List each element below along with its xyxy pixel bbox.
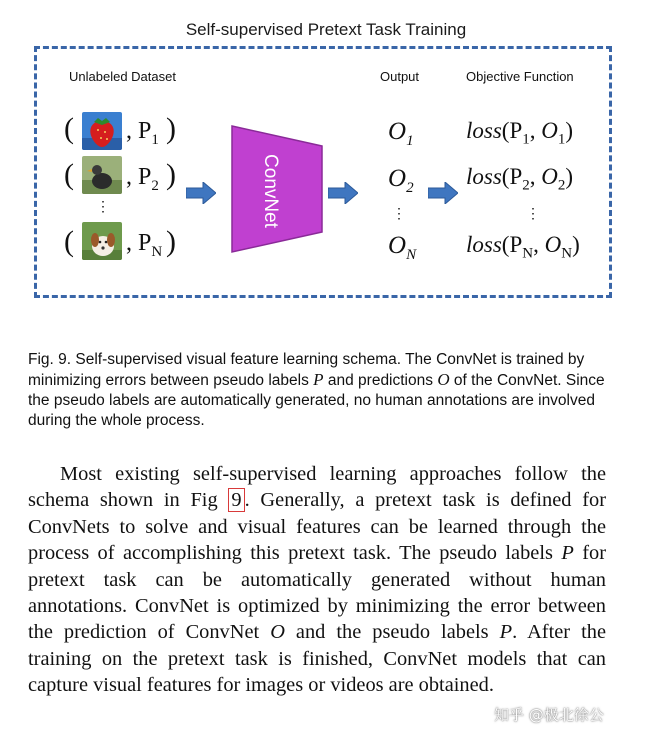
loss-arrow-icon — [428, 182, 458, 204]
output-o1: $O_1$ — [388, 118, 414, 149]
figure-reference-link[interactable]: 9 — [228, 488, 244, 512]
loss-row-2: $loss(P_2$, $O_2$) — [466, 164, 574, 194]
close-paren: ) — [166, 112, 176, 145]
close-paren: ) — [166, 225, 176, 258]
open-paren: ( — [64, 158, 74, 191]
vertical-ellipsis: ⋮ — [96, 199, 110, 215]
figure-caption: Fig. 9. Self-supervised visual feature learning schema. The ConvNet is trained by minimizing errors between pseudo labels P and predictions O of the ConvNet. Since the pseudo labels are automatically generated, no human annotations are involved during the whole process. — [28, 351, 605, 429]
vertical-ellipsis: ⋮ — [526, 206, 540, 222]
vertical-ellipsis: ⋮ — [392, 206, 406, 222]
dog-image — [82, 222, 122, 260]
open-paren: ( — [64, 225, 74, 258]
figure-title: Self-supervised Pretext Task Training — [185, 20, 467, 39]
header-output: Output — [380, 69, 420, 84]
output-o2: $O_2$ — [388, 165, 414, 196]
loss-row-1: $loss(P_1$, $O_1$) — [466, 118, 574, 148]
output-arrow-icon — [328, 182, 358, 204]
pseudo-label-2: , $P_2$ — [126, 164, 159, 194]
input-arrow-icon — [186, 182, 216, 204]
pseudo-label-1: , $P_1$ — [126, 118, 159, 148]
output-on: $O_N$ — [388, 232, 417, 263]
convnet-label: ConvNet — [260, 154, 281, 228]
open-paren: ( — [64, 112, 74, 145]
loss-row-n: $loss(P_N$, $O_N$) — [466, 232, 580, 262]
strawberry-image — [82, 112, 122, 150]
close-paren: ) — [166, 158, 176, 191]
pseudo-label-n: , $P_N$ — [126, 230, 163, 260]
bird-image — [82, 156, 122, 194]
header-unlabeled-dataset: Unlabeled Dataset — [69, 69, 176, 84]
watermark: 知乎 @极北徐公 — [494, 706, 604, 724]
body-paragraph: Most existing self-supervised learning approaches follow the schema shown in Fig 9 . Generally, a pretext task is defined for ConvNets to solve and visual features can be learned through the process of accomplishing this pretext task. The pseudo labels P for pretext task can be automatically generated without human annotations. ConvNet is optimized by minimizing the error between the prediction of ConvNet O and the pseudo labels P. After the training on the pretext task is finished, ConvNet models that can capture visual features for images or videos are obtained. — [28, 463, 607, 697]
header-objective-function: Objective Function — [466, 69, 574, 84]
